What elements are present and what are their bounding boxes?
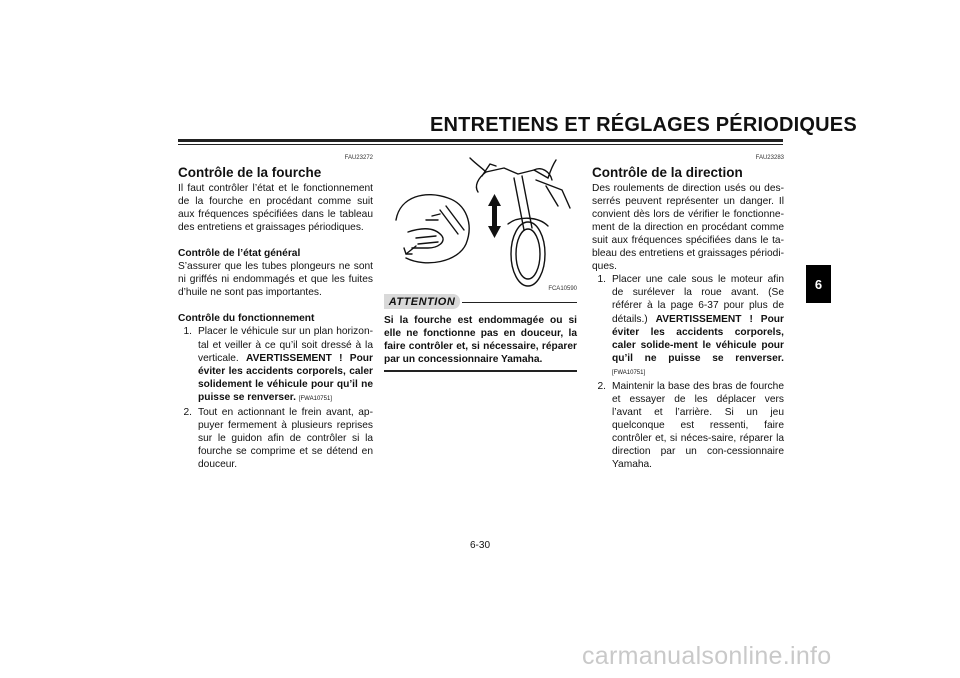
attention-rule-bottom <box>384 370 577 372</box>
chapter-tab[interactable]: 6 <box>806 265 831 303</box>
list-number: 2. <box>183 406 192 418</box>
step-text: Tout en actionnant le frein avant, ap-puyer fermement à plusieurs reprises sur le guidon afin de contrôler si la fourche se comprime et se détend en douceur. <box>198 406 373 470</box>
steering-intro: Des roulements de direction usés ou des-serrés peuvent représenter un danger. Il convient dès lors de vérifier le fonctionne-ment de la direction en procédant comme suit aux fréquences spécifiées dans le ta-bleau des entretiens et graissages périodi-ques. <box>592 183 784 273</box>
header-rule-thick <box>178 139 783 142</box>
section-heading-fork: Contrôle de la fourche <box>178 165 322 181</box>
header-rule-thin <box>178 144 783 145</box>
page-title: ENTRETIENS ET RÉGLAGES PÉRIODIQUES <box>430 114 857 136</box>
warning-code: [FWA10751] <box>612 369 646 376</box>
warning-code: [FWA10751] <box>298 395 332 402</box>
fork-illustration <box>386 150 576 290</box>
list-item <box>178 406 373 471</box>
attention-text: Si la fourche est endommagée ou si elle ne fonctionne pas en douceur, la faire contrôler et, si nécessaire, réparer par un concessionnaire Yamaha. <box>384 315 577 365</box>
step-text: Maintenir la base des bras de fourche et essayer de les déplacer vers l’avant et l’arrière. Si un jeu quelconque est ressenti, faire contrôler et, si néces-saire, réparer la direction par un con-cessionnaire Yamaha. <box>612 380 784 471</box>
warning-text: AVERTISSEMENT ! Pour éviter les accidents corporels, caler solide-ment le véhicule pour qu’il ne puisse se renverser. <box>612 313 784 364</box>
list-number: 1. <box>597 274 606 286</box>
general-check-text: S’assurer que les tubes plongeurs ne sont ni griffés ni endommagés et que les fuites d’huile ne sont pas importantes. <box>178 261 373 299</box>
right-column <box>592 152 784 471</box>
function-check-heading: Contrôle du fonctionnement <box>178 313 315 325</box>
left-column <box>178 152 373 471</box>
list-item <box>592 380 784 471</box>
section-code: FAU23272 <box>344 155 373 161</box>
warning-text: AVERTISSEMENT ! Pour éviter les accidents corporels, caler solidement le véhicule pour qu’il ne puisse se renverser. <box>198 352 373 403</box>
list-item <box>592 273 784 379</box>
list-number: 2. <box>597 380 606 392</box>
watermark: carmanualsonline.info <box>582 642 832 670</box>
list-item <box>178 325 373 405</box>
motorcycle-fork-drawing <box>386 150 576 290</box>
section-code: FAU23283 <box>755 155 784 161</box>
attention-rule-top <box>462 302 577 303</box>
figure-code: FCA10590 <box>548 286 577 292</box>
attention-badge: ATTENTION <box>384 294 460 309</box>
page-number: 6-30 <box>469 540 490 551</box>
list-number: 1. <box>183 326 192 338</box>
general-check-heading: Contrôle de l’état général <box>178 248 301 260</box>
section-heading-steering: Contrôle de la direction <box>592 165 743 181</box>
step-text: Placer le véhicule sur un plan horizon-tal et veiller à ce qu’il soit dressé à la verticale. <box>198 326 373 364</box>
fork-intro: Il faut contrôler l’état et le fonctionnement de la fourche en procédant comme suit aux fréquences spécifiées dans le tableau des entretiens et graissages périodiques. <box>178 183 373 234</box>
step-text: Placer une cale sous le moteur afin de surélever la roue avant. (Se référer à la page 6-37 pour plus de détails.) <box>612 274 784 325</box>
